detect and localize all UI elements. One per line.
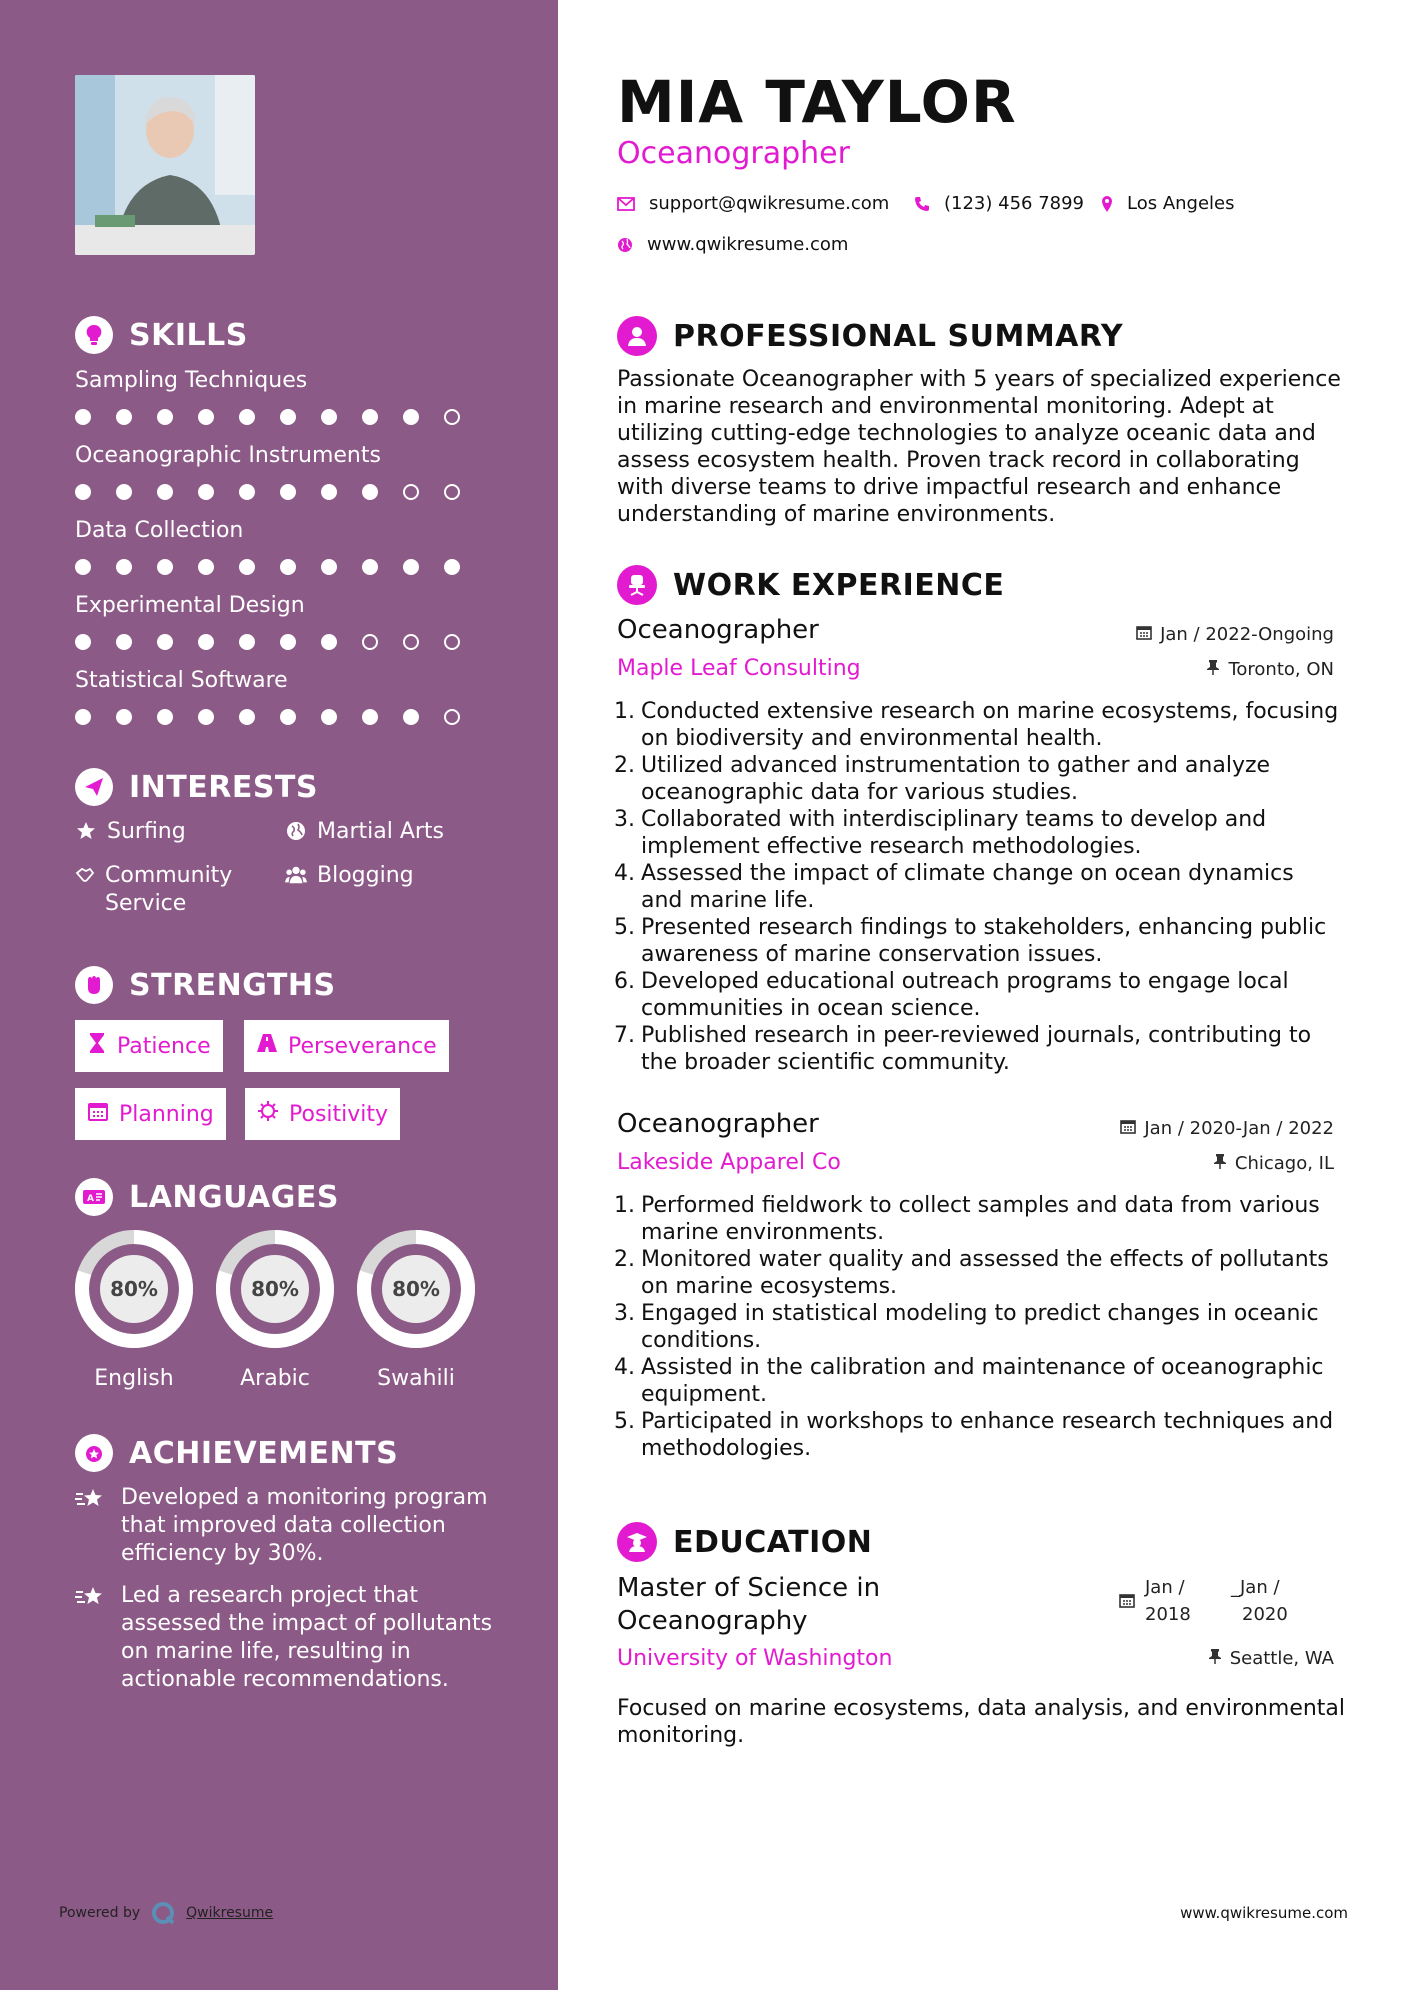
bullet-number: 1. xyxy=(614,699,635,724)
languages-heading xyxy=(75,1178,339,1216)
rating-dot-filled xyxy=(157,709,173,725)
rating-dot-filled xyxy=(403,409,419,425)
job-bullet xyxy=(607,914,1342,968)
interest-item xyxy=(285,818,444,846)
bullet-number: 4. xyxy=(614,861,635,886)
interest-label: Surfing xyxy=(107,819,186,844)
hourglass-icon xyxy=(87,1032,107,1060)
shooting-star-icon xyxy=(75,1484,107,1568)
strength-label: Patience xyxy=(117,1033,211,1059)
language-progress-ring xyxy=(214,1228,336,1350)
job-bullet xyxy=(607,806,1342,860)
job-bullet xyxy=(607,860,1342,914)
language-percent: 80% xyxy=(251,1277,299,1301)
rating-dot-filled xyxy=(321,709,337,725)
edu-location-text: Seattle, WA xyxy=(1229,1648,1334,1669)
rating-dot-filled xyxy=(75,559,91,575)
sun-icon xyxy=(257,1100,279,1128)
medal-icon xyxy=(75,1434,113,1472)
edu-end-month: _Jan / xyxy=(1231,1577,1280,1598)
language-item xyxy=(73,1228,195,1391)
bullet-text: Collaborated with interdisciplinary teams to develop and implement effective research methodologies. xyxy=(641,807,1267,859)
achievement-item xyxy=(75,1484,505,1568)
email-text: support@qwikresume.com xyxy=(649,193,890,214)
rating-dot-filled xyxy=(198,709,214,725)
rating-dot-filled xyxy=(280,484,296,500)
bullet-text: Assessed the impact of climate change on ocean dynamics and marine life. xyxy=(641,861,1294,913)
rating-dot-filled xyxy=(321,634,337,650)
rating-dot-filled xyxy=(321,409,337,425)
bullet-text: Engaged in statistical modeling to predict changes in oceanic conditions. xyxy=(641,1301,1319,1353)
lightbulb-icon xyxy=(75,316,113,354)
contact-phone[interactable] xyxy=(914,193,1084,214)
language-percent: 80% xyxy=(392,1277,440,1301)
interests-title: INTERESTS xyxy=(129,769,318,805)
job-bullet xyxy=(607,752,1342,806)
rating-dot-filled xyxy=(321,559,337,575)
education-heading xyxy=(617,1522,872,1562)
users-icon xyxy=(285,862,307,890)
rating-dot-filled xyxy=(362,484,378,500)
powered-by-label: Powered by xyxy=(59,1905,141,1921)
sidebar xyxy=(0,0,558,1990)
job-bullets xyxy=(607,1192,1342,1462)
calendar-icon xyxy=(87,1100,109,1128)
rating-dot-filled xyxy=(198,409,214,425)
profile-photo xyxy=(75,75,255,255)
education-title: EDUCATION xyxy=(673,1524,873,1560)
job-title: Oceanographer xyxy=(617,1109,819,1139)
strength-badge xyxy=(244,1020,449,1072)
job-bullet xyxy=(607,968,1342,1022)
achievements-title: ACHIEVEMENTS xyxy=(129,1435,399,1471)
bullet-number: 7. xyxy=(614,1023,635,1048)
bullet-number: 3. xyxy=(614,1301,635,1326)
language-label: Arabic xyxy=(240,1366,310,1391)
experience-heading xyxy=(617,565,1004,605)
skills-heading xyxy=(75,316,248,354)
calendar-icon xyxy=(1119,1592,1135,1612)
rating-dot-filled xyxy=(362,709,378,725)
experience-title: WORK EXPERIENCE xyxy=(673,567,1005,603)
bullet-text: Presented research findings to stakeholders, enhancing public awareness of marine conservation issues. xyxy=(641,915,1327,967)
office-chair-icon xyxy=(617,565,657,605)
language-progress-ring xyxy=(73,1228,195,1350)
summary-heading xyxy=(617,316,1123,356)
website-text: www.qwikresume.com xyxy=(647,234,849,255)
rating-dot-filled xyxy=(157,409,173,425)
road-icon xyxy=(256,1033,278,1059)
language-label: Swahili xyxy=(377,1366,455,1391)
interest-item xyxy=(285,862,414,890)
edu-end-year: 2020 xyxy=(1242,1604,1288,1625)
handshake-icon xyxy=(75,862,95,918)
job-bullet xyxy=(607,1022,1342,1076)
edu-start-year: 2018 xyxy=(1145,1604,1191,1625)
rating-dot-empty xyxy=(403,484,419,500)
job-dates xyxy=(1136,624,1334,645)
bullet-text: Assisted in the calibration and maintenance of oceanographic equipment. xyxy=(641,1355,1324,1407)
skill-item xyxy=(75,368,515,425)
rating-dot-filled xyxy=(362,409,378,425)
rating-dot-filled xyxy=(198,484,214,500)
edu-start-date xyxy=(1145,1574,1191,1628)
job-dates-text: Jan / 2020-Jan / 2022 xyxy=(1144,1118,1334,1139)
skill-item xyxy=(75,668,515,725)
rating-dot-filled xyxy=(157,559,173,575)
globe-icon xyxy=(617,237,633,253)
skill-rating xyxy=(75,709,515,725)
skill-label: Sampling Techniques xyxy=(75,368,308,393)
skill-label: Oceanographic Instruments xyxy=(75,443,381,468)
strengths-title: STRENGTHS xyxy=(129,967,336,1003)
bullet-number: 1. xyxy=(614,1193,635,1218)
job-bullet xyxy=(607,698,1342,752)
summary-text: Passionate Oceanographer with 5 years of specialized experience in marine research and environmental monitoring. Adept at utilizing cutting-edge technologies to analyze oceanic data and assess ecosystem health. Proven track record in collaborating with diverse teams to drive impactful research and enhance understanding of marine environments. xyxy=(617,367,1341,527)
skill-item xyxy=(75,593,515,650)
skill-item xyxy=(75,518,515,575)
job-bullet xyxy=(607,1300,1342,1354)
globe-icon xyxy=(285,818,307,846)
language-label: English xyxy=(94,1366,174,1391)
bullet-number: 2. xyxy=(614,1247,635,1272)
user-icon xyxy=(617,316,657,356)
rating-dot-empty xyxy=(444,709,460,725)
skill-label: Statistical Software xyxy=(75,668,288,693)
bullet-text: Conducted extensive research on marine ecosystems, focusing on biodiversity and environmental health. xyxy=(641,699,1339,751)
skill-rating xyxy=(75,409,515,425)
strength-badge xyxy=(75,1020,223,1072)
qwikresume-link[interactable]: Qwikresume xyxy=(186,1905,274,1921)
bullet-text: Developed educational outreach programs to engage local communities in ocean science. xyxy=(641,969,1289,1021)
achievement-text: Developed a monitoring program that improved data collection efficiency by 30%. xyxy=(121,1485,488,1566)
language-percent: 80% xyxy=(110,1277,158,1301)
job-location-text: Chicago, IL xyxy=(1234,1153,1334,1174)
rating-dot-filled xyxy=(198,559,214,575)
rating-dot-filled xyxy=(75,409,91,425)
phone-icon xyxy=(914,196,930,212)
envelope-icon xyxy=(617,197,635,211)
languages-title: LANGUAGES xyxy=(129,1179,339,1215)
edu-start-month: Jan / xyxy=(1145,1577,1185,1598)
map-pin-icon xyxy=(1101,195,1113,213)
rating-dot-empty xyxy=(403,634,419,650)
job-bullet xyxy=(607,1354,1342,1408)
footer-website-link[interactable]: www.qwikresume.com xyxy=(1180,1904,1348,1922)
skills-title: SKILLS xyxy=(129,317,248,353)
interests-heading xyxy=(75,768,318,806)
shooting-star-icon xyxy=(75,1582,107,1694)
strength-label: Perseverance xyxy=(288,1033,437,1059)
rating-dot-empty xyxy=(444,484,460,500)
rating-dot-filled xyxy=(403,559,419,575)
powered-by xyxy=(59,1900,273,1926)
candidate-role: Oceanographer xyxy=(617,136,850,171)
rating-dot-filled xyxy=(157,634,173,650)
job-company: Maple Leaf Consulting xyxy=(617,656,861,681)
job-dates-text: Jan / 2022-Ongoing xyxy=(1160,624,1334,645)
rating-dot-filled xyxy=(116,559,132,575)
contact-email[interactable] xyxy=(617,193,889,214)
graduate-icon xyxy=(617,1522,657,1562)
calendar-icon xyxy=(1120,1118,1136,1139)
bullet-number: 2. xyxy=(614,753,635,778)
rating-dot-empty xyxy=(444,409,460,425)
pushpin-icon xyxy=(1206,659,1220,680)
skill-rating xyxy=(75,484,515,500)
rating-dot-filled xyxy=(239,409,255,425)
edu-location xyxy=(1208,1648,1334,1669)
fist-icon xyxy=(75,966,113,1004)
job-bullet xyxy=(607,1246,1342,1300)
rating-dot-filled xyxy=(280,559,296,575)
skill-rating xyxy=(75,559,515,575)
job-company: Lakeside Apparel Co xyxy=(617,1150,841,1175)
skill-rating xyxy=(75,634,515,650)
rating-dot-empty xyxy=(362,634,378,650)
strength-label: Planning xyxy=(119,1101,214,1127)
job-bullets xyxy=(607,698,1342,1076)
interest-label: Community Service xyxy=(105,863,233,916)
rating-dot-filled xyxy=(239,709,255,725)
bullet-text: Monitored water quality and assessed the effects of pollutants on marine ecosystems. xyxy=(641,1247,1329,1299)
rating-dot-filled xyxy=(403,709,419,725)
qwikresume-logo-icon xyxy=(150,1900,176,1926)
achievement-item xyxy=(75,1582,505,1694)
job-location xyxy=(1213,1153,1334,1174)
strengths-heading xyxy=(75,966,336,1004)
language-item xyxy=(355,1228,477,1391)
skill-label: Data Collection xyxy=(75,518,244,543)
bullet-number: 3. xyxy=(614,807,635,832)
rating-dot-empty xyxy=(444,634,460,650)
pushpin-icon xyxy=(1213,1153,1227,1174)
bullet-number: 4. xyxy=(614,1355,635,1380)
achievements-heading xyxy=(75,1434,398,1472)
strength-label: Positivity xyxy=(289,1101,389,1127)
language-item xyxy=(214,1228,336,1391)
rating-dot-filled xyxy=(75,709,91,725)
bullet-text: Participated in workshops to enhance research techniques and methodologies. xyxy=(641,1409,1334,1461)
degree-title: Master of Science in Oceanography xyxy=(617,1573,881,1636)
strength-badge xyxy=(75,1088,226,1140)
location-text: Los Angeles xyxy=(1127,193,1235,214)
rating-dot-filled xyxy=(444,559,460,575)
job-location-text: Toronto, ON xyxy=(1228,659,1334,680)
rating-dot-filled xyxy=(75,634,91,650)
rating-dot-filled xyxy=(157,484,173,500)
svg-text:A: A xyxy=(87,1194,94,1204)
rating-dot-filled xyxy=(321,484,337,500)
skill-item xyxy=(75,443,515,500)
job-location xyxy=(1206,659,1334,680)
rating-dot-filled xyxy=(239,559,255,575)
rating-dot-filled xyxy=(280,709,296,725)
strength-badge xyxy=(245,1088,400,1140)
language-icon xyxy=(75,1178,113,1216)
job-bullet xyxy=(607,1408,1342,1462)
rating-dot-filled xyxy=(116,634,132,650)
rating-dot-filled xyxy=(280,634,296,650)
paper-plane-icon xyxy=(75,768,113,806)
rating-dot-filled xyxy=(116,709,132,725)
job-dates xyxy=(1120,1118,1334,1139)
rating-dot-filled xyxy=(198,634,214,650)
edu-end-date xyxy=(1231,1574,1288,1628)
rating-dot-filled xyxy=(362,559,378,575)
job-bullet xyxy=(607,1192,1342,1246)
job-title: Oceanographer xyxy=(617,615,819,645)
candidate-name: MIA TAYLOR xyxy=(617,68,1017,136)
interest-label: Martial Arts xyxy=(317,819,445,844)
rating-dot-filled xyxy=(116,409,132,425)
rating-dot-filled xyxy=(280,409,296,425)
phone-text: (123) 456 7899 xyxy=(944,193,1085,214)
school-name: University of Washington xyxy=(617,1646,893,1671)
interest-item xyxy=(75,862,265,918)
rating-dot-filled xyxy=(239,634,255,650)
skill-label: Experimental Design xyxy=(75,593,305,618)
education-description: Focused on marine ecosystems, data analysis, and environmental monitoring. xyxy=(617,1696,1346,1748)
contact-website[interactable] xyxy=(617,234,848,255)
interest-label: Blogging xyxy=(317,863,414,888)
achievement-text: Led a research project that assessed the impact of pollutants on marine life, resulting in actionable recommendations. xyxy=(121,1583,493,1692)
bullet-text: Published research in peer-reviewed journals, contributing to the broader scientific community. xyxy=(641,1023,1312,1075)
bullet-text: Utilized advanced instrumentation to gather and analyze oceanographic data for various studies. xyxy=(641,753,1271,805)
pushpin-icon xyxy=(1208,1648,1222,1669)
interest-item xyxy=(75,818,186,846)
rating-dot-filled xyxy=(239,484,255,500)
bullet-text: Performed fieldwork to collect samples and data from various marine environments. xyxy=(641,1193,1320,1245)
bullet-number: 6. xyxy=(614,969,635,994)
star-icon xyxy=(75,818,97,846)
calendar-icon xyxy=(1136,624,1152,645)
summary-title: PROFESSIONAL SUMMARY xyxy=(673,318,1124,354)
language-progress-ring xyxy=(355,1228,477,1350)
rating-dot-filled xyxy=(116,484,132,500)
bullet-number: 5. xyxy=(614,915,635,940)
contact-location xyxy=(1101,193,1235,214)
rating-dot-filled xyxy=(75,484,91,500)
bullet-number: 5. xyxy=(614,1409,635,1434)
